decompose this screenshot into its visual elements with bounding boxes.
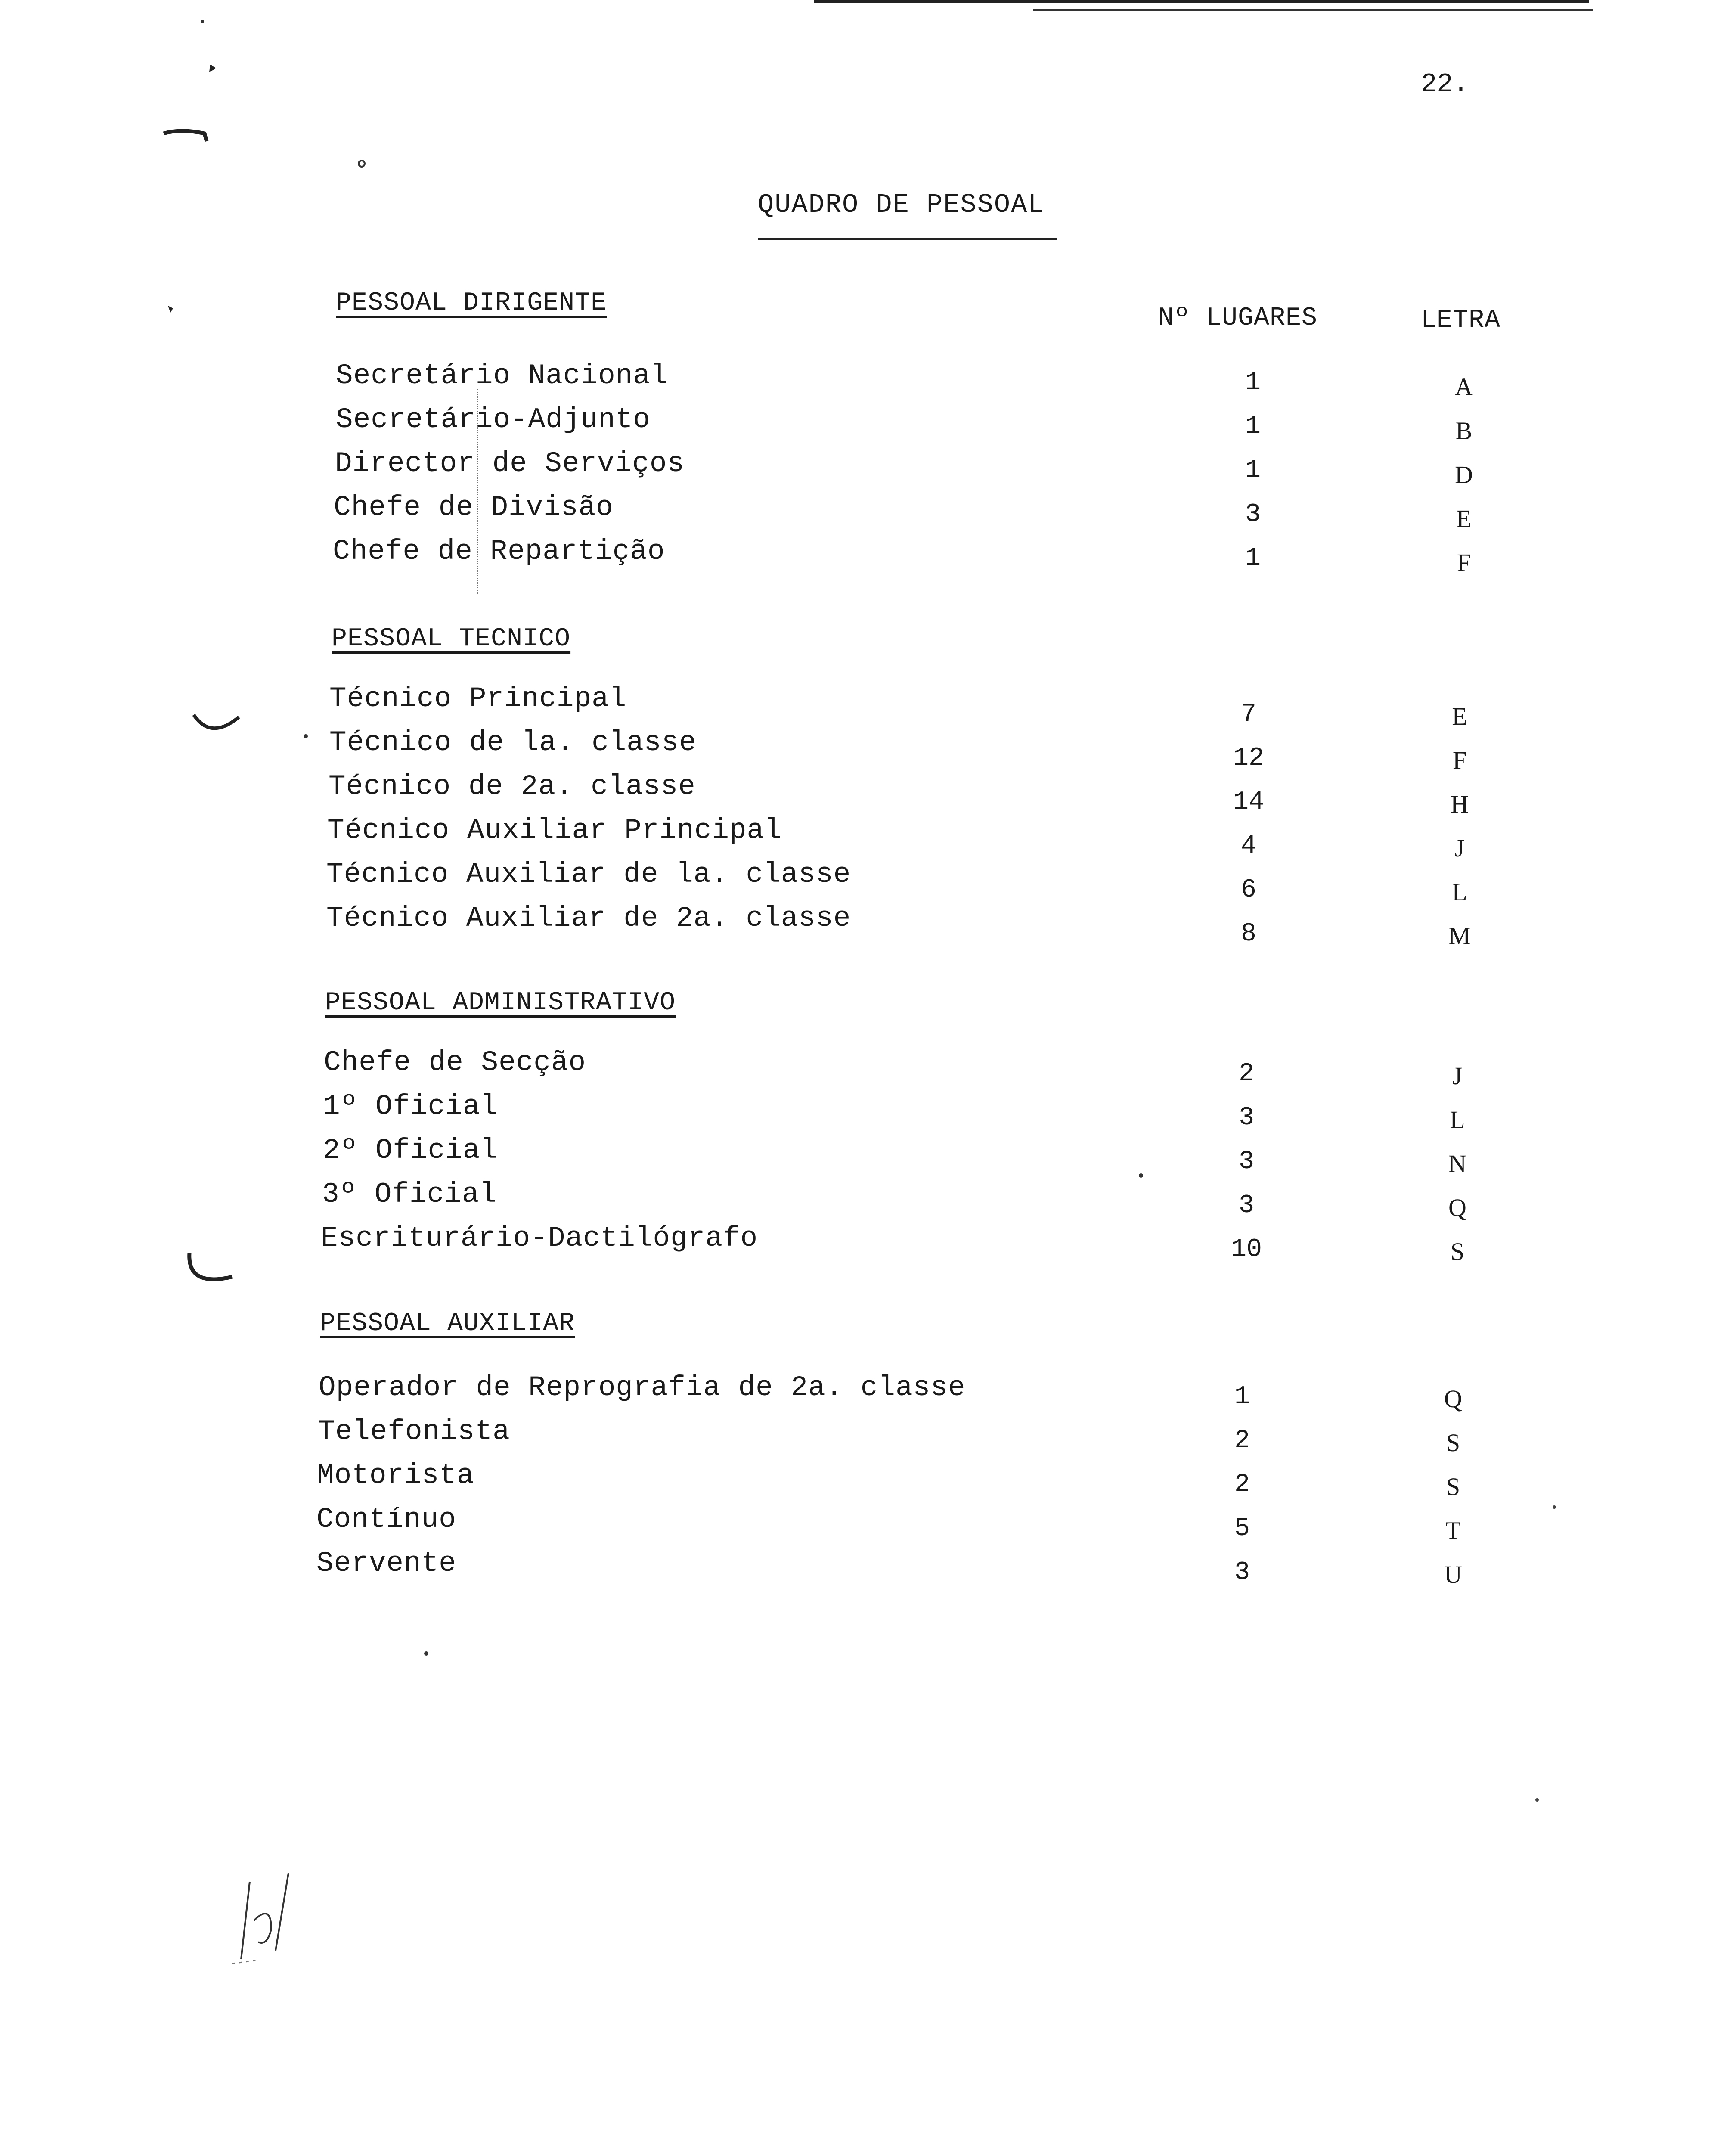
row-label: Chefe de Secção xyxy=(324,1046,586,1079)
row-count: 1 xyxy=(1234,1382,1250,1412)
row-count: 1 xyxy=(1245,544,1261,573)
scan-mark-icon xyxy=(155,9,241,155)
table-row xyxy=(0,858,1736,906)
row-letter: M xyxy=(1448,922,1471,950)
row-label: Servente xyxy=(316,1547,456,1579)
row-letter: J xyxy=(1454,834,1465,862)
row-count: 3 xyxy=(1234,1558,1250,1587)
row-label: Motorista xyxy=(317,1459,474,1492)
page-number: 22. xyxy=(1421,69,1469,99)
table-row xyxy=(0,902,1736,950)
row-letter: J xyxy=(1452,1062,1463,1090)
scan-dot-icon xyxy=(164,301,181,319)
row-count: 12 xyxy=(1233,744,1264,773)
row-label: Técnico Principal xyxy=(329,683,627,715)
row-letter: T xyxy=(1445,1517,1461,1545)
row-count: 2 xyxy=(1238,1059,1254,1089)
column-header-lugares: Nº LUGARES xyxy=(1158,304,1318,333)
row-letter: Q xyxy=(1448,1194,1466,1222)
row-count: 2 xyxy=(1234,1426,1250,1455)
table-row xyxy=(0,535,1736,577)
table-row xyxy=(0,360,1736,401)
table-row xyxy=(0,1371,1736,1413)
top-rule-secondary xyxy=(1033,9,1593,11)
row-count: 3 xyxy=(1238,1191,1254,1220)
section-title-dirigente: PESSOAL DIRIGENTE xyxy=(336,289,607,318)
row-label: Telefonista xyxy=(318,1415,510,1448)
section-title-administrativo: PESSOAL ADMINISTRATIVO xyxy=(325,988,676,1018)
row-label: Chefe de Repartição xyxy=(333,535,665,568)
row-count: 14 xyxy=(1233,788,1264,817)
row-letter: F xyxy=(1457,549,1471,577)
row-label: Técnico Auxiliar de 2a. classe xyxy=(326,902,851,934)
row-label: 1º Oficial xyxy=(323,1090,498,1123)
table-row xyxy=(0,1415,1736,1457)
row-label: 3º Oficial xyxy=(322,1178,497,1210)
table-row xyxy=(0,1459,1736,1501)
row-count: 1 xyxy=(1245,368,1261,397)
row-label: Chefe de Divisão xyxy=(334,491,614,524)
row-letter: S xyxy=(1446,1473,1460,1501)
row-count: 3 xyxy=(1238,1103,1254,1132)
table-row xyxy=(0,1503,1736,1545)
row-letter: L xyxy=(1450,1106,1465,1134)
table-row xyxy=(0,447,1736,489)
row-count: 3 xyxy=(1245,500,1261,529)
row-count: 7 xyxy=(1240,700,1256,729)
table-row xyxy=(0,491,1736,533)
row-letter: Q xyxy=(1444,1385,1462,1413)
row-count: 3 xyxy=(1238,1147,1254,1176)
table-row xyxy=(0,726,1736,774)
table-row xyxy=(0,1046,1736,1090)
row-count: 10 xyxy=(1231,1235,1262,1264)
scan-speck-icon xyxy=(1137,1171,1145,1180)
row-letter: S xyxy=(1450,1238,1465,1266)
scan-speck-icon xyxy=(301,732,310,741)
row-letter: A xyxy=(1455,373,1473,401)
table-row xyxy=(0,683,1736,730)
row-count: 1 xyxy=(1245,456,1261,485)
row-letter: B xyxy=(1455,417,1472,445)
column-header-letra: LETRA xyxy=(1421,306,1501,335)
row-label: Técnico de 2a. classe xyxy=(329,770,696,803)
scan-speck-icon xyxy=(1550,1503,1559,1511)
top-rule xyxy=(814,0,1589,3)
row-label: Técnico de la. classe xyxy=(329,726,697,759)
row-letter: L xyxy=(1452,878,1467,906)
table-row xyxy=(0,814,1736,862)
row-label: Director de Serviços xyxy=(335,447,685,480)
handwritten-initials-icon xyxy=(224,1864,327,1976)
row-letter: D xyxy=(1455,461,1473,489)
table-row xyxy=(0,1547,1736,1586)
row-label: Técnico Auxiliar de la. classe xyxy=(326,858,851,890)
scan-speck-icon xyxy=(422,1649,431,1658)
row-count: 6 xyxy=(1240,875,1256,905)
page-title: QUADRO DE PESSOAL xyxy=(758,189,1045,220)
scan-speck-icon xyxy=(1533,1796,1541,1804)
row-label: Secretário-Adjunto xyxy=(336,403,651,436)
row-label: Escriturário-Dactilógrafo xyxy=(321,1222,758,1254)
row-count: 8 xyxy=(1240,919,1256,949)
table-row xyxy=(0,403,1736,445)
row-count: 2 xyxy=(1234,1470,1250,1499)
row-letter: N xyxy=(1448,1150,1466,1178)
row-count: 5 xyxy=(1234,1514,1250,1543)
row-label: Operador de Reprografia de 2a. classe xyxy=(319,1371,966,1404)
table-row xyxy=(0,1178,1736,1222)
row-letter: E xyxy=(1456,505,1472,533)
row-count: 1 xyxy=(1245,412,1261,441)
scan-dot-icon xyxy=(353,155,370,250)
row-letter: U xyxy=(1444,1560,1462,1588)
table-row xyxy=(0,1090,1736,1134)
table-row xyxy=(0,1134,1736,1178)
row-letter: H xyxy=(1451,790,1469,818)
table-row xyxy=(0,1222,1736,1266)
row-letter: E xyxy=(1452,702,1467,730)
row-letter: S xyxy=(1446,1429,1460,1457)
row-label: Secretário Nacional xyxy=(336,360,668,392)
section-title-tecnico: PESSOAL TECNICO xyxy=(332,624,571,654)
row-label: 2º Oficial xyxy=(323,1134,498,1166)
section-title-auxiliar: PESSOAL AUXILIAR xyxy=(320,1309,575,1338)
title-underline xyxy=(758,238,1057,240)
row-letter: F xyxy=(1452,746,1467,774)
row-label: Contínuo xyxy=(316,1503,456,1536)
row-count: 4 xyxy=(1240,831,1256,861)
table-row xyxy=(0,770,1736,818)
row-label: Técnico Auxiliar Principal xyxy=(327,814,782,847)
